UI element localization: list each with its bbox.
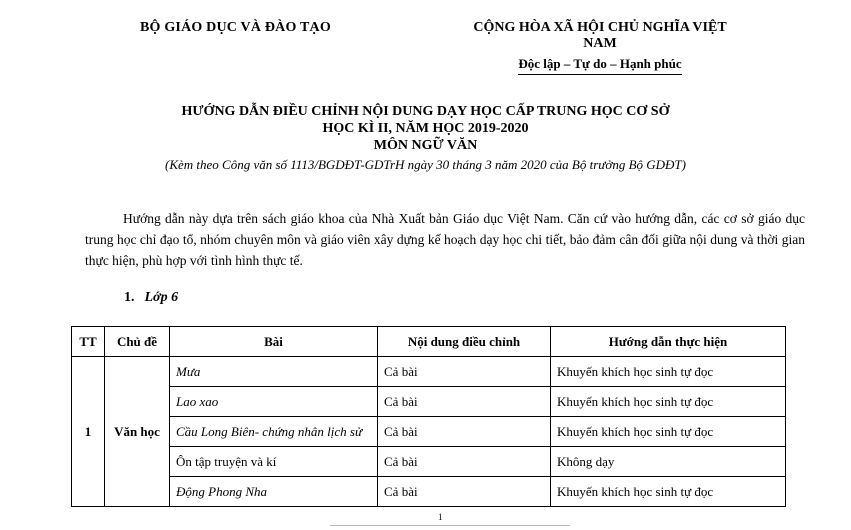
group-number: 1 [72, 357, 105, 507]
section-heading [124, 290, 178, 306]
lesson-cell: Cầu Long Biên- chứng nhân lịch sử [170, 417, 378, 447]
lesson-cell: Lao xao [170, 387, 378, 417]
table-row [72, 477, 786, 507]
group-topic: Văn học [105, 357, 170, 507]
table-row [72, 357, 786, 387]
adjustment-table [71, 326, 786, 507]
page-number: 1 [438, 512, 443, 522]
table-row [72, 387, 786, 417]
table-row [72, 417, 786, 447]
table-header-row [72, 327, 786, 357]
title-line-1: HƯỚNG DẪN ĐIỀU CHỈNH NỘI DUNG DẠY HỌC CẤP TRUNG HỌC CƠ SỞ [181, 104, 670, 119]
table-row [72, 447, 786, 477]
adjustment-cell: Cả bài [378, 417, 551, 447]
header-guidance: Hướng dẫn thực hiện [551, 327, 786, 357]
guidance-cell: Khuyến khích học sinh tự đọc [551, 477, 786, 507]
intro-paragraph: Hướng dẫn này dựa trên sách giáo khoa của Nhà Xuất bản Giáo dục Việt Nam. Căn cứ vào hướng dẫn, các cơ sở giáo dục trung học chỉ đạo tổ, nhóm chuyên môn và giáo viên xây dựng kế hoạch dạy học chi tiết, bảo đảm cân đối giữa nội dung và thời gian thực hiện, phù hợp với tình hình thực tế. [85, 211, 805, 268]
footer-divider [330, 525, 570, 526]
adjustment-cell: Cả bài [378, 357, 551, 387]
lesson-cell: Ôn tập truyện và kí [170, 447, 378, 477]
title-line-2: HỌC KÌ II, NĂM HỌC 2019-2020 [322, 121, 529, 136]
document-title [0, 103, 851, 173]
adjustment-cell: Cả bài [378, 387, 551, 417]
guidance-cell: Khuyến khích học sinh tự đọc [551, 387, 786, 417]
section-number: 1. [124, 290, 135, 305]
title-subtitle: (Kèm theo Công văn số 1113/BGDĐT-GDTrH ngày 30 tháng 3 năm 2020 của Bộ trưởng Bộ GDĐT) [164, 157, 686, 172]
guidance-cell: Khuyến khích học sinh tự đọc [551, 417, 786, 447]
republic-header [462, 20, 738, 75]
header-adjustment: Nội dung điều chỉnh [378, 327, 551, 357]
header-lesson: Bài [170, 327, 378, 357]
section-label: Lớp 6 [144, 290, 179, 305]
republic-name: CỘNG HÒA XÃ HỘI CHỦ NGHĨA VIỆT NAM [473, 20, 727, 51]
national-motto: Độc lập – Tự do – Hạnh phúc [518, 56, 681, 75]
guidance-cell: Khuyến khích học sinh tự đọc [551, 357, 786, 387]
title-line-3: MÔN NGỮ VĂN [373, 138, 478, 153]
adjustment-cell: Cả bài [378, 447, 551, 477]
header-tt: TT [72, 327, 105, 357]
lesson-cell: Động Phong Nha [170, 477, 378, 507]
lesson-cell: Mưa [170, 357, 378, 387]
header-topic: Chủ đề [105, 327, 170, 357]
adjustment-cell: Cả bài [378, 477, 551, 507]
guidance-cell: Không dạy [551, 447, 786, 477]
ministry-name: BỘ GIÁO DỤC VÀ ĐÀO TẠO [140, 20, 331, 35]
